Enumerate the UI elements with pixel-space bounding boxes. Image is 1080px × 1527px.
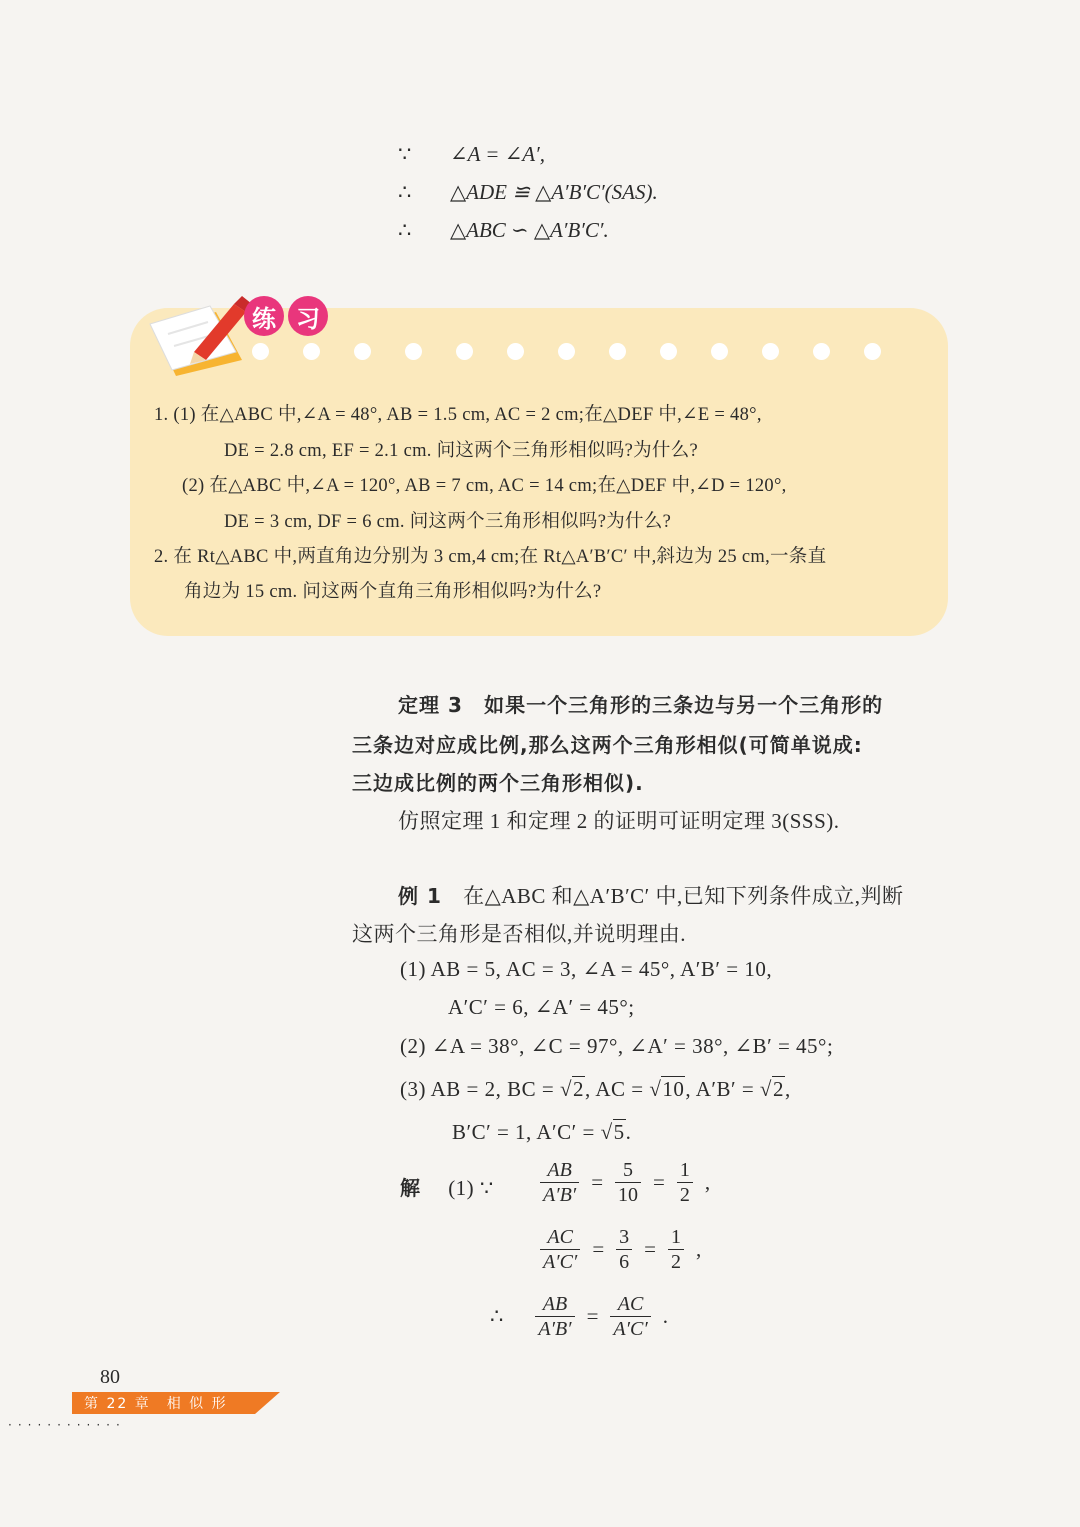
condition-text: , A′B′ = xyxy=(685,1077,760,1101)
punctuation: , xyxy=(704,1170,711,1194)
proof-text: △ABC ∽ △A′B′C′. xyxy=(450,218,609,242)
condition-1-line-2: A′C′ = 6, ∠A′ = 45°; xyxy=(448,995,635,1019)
proof-text: △ADE ≌ △A′B′C′(SAS). xyxy=(450,180,658,204)
sqrt-value: 2 xyxy=(572,1077,584,1101)
denominator: A′C′ xyxy=(610,1316,650,1341)
equals-sign: = xyxy=(591,1170,604,1194)
condition-3-line-2: B′C′ = 1, A′C′ = √5. xyxy=(452,1120,632,1144)
numerator: 5 xyxy=(623,1159,634,1181)
condition-text: B′C′ = 1, A′C′ = xyxy=(452,1120,601,1144)
sqrt-value: 10 xyxy=(662,1077,685,1101)
denominator: A′C′ xyxy=(540,1249,580,1274)
solution-label: 解 xyxy=(400,1176,421,1200)
fraction xyxy=(677,1158,693,1207)
denominator: 6 xyxy=(616,1249,632,1274)
example-text: 在△ABC 和△A′B′C′ 中,已知下列条件成立,判断 xyxy=(463,884,904,908)
practice-title-char: 习 xyxy=(296,304,320,333)
example-line-1 xyxy=(398,880,904,910)
dots-row xyxy=(252,343,892,361)
practice-title-char: 练 xyxy=(252,304,276,333)
question-1-2-line-2: DE = 3 cm, DF = 6 cm. 问这两个三角形相似吗?为什么? xyxy=(224,512,672,532)
ratio-row-3 xyxy=(490,1292,668,1341)
fraction xyxy=(535,1292,574,1341)
denominator: 2 xyxy=(677,1182,693,1207)
therefore-symbol: ∴ xyxy=(398,180,412,204)
condition-3-line-1: (3) AB = 2, BC = √2, AC = √10, A′B′ = √2, xyxy=(400,1077,791,1101)
fraction xyxy=(540,1158,579,1207)
title-badge-2 xyxy=(288,296,328,336)
fraction xyxy=(616,1225,632,1274)
numerator: AB xyxy=(547,1159,572,1181)
equals-sign: = xyxy=(653,1170,665,1194)
chapter-title: 第 22 章 相 似 形 xyxy=(84,1396,228,1412)
condition-text: (3) AB = 2, BC = xyxy=(400,1077,560,1101)
denominator: 2 xyxy=(668,1249,684,1274)
title-badge-1 xyxy=(244,296,284,336)
equals-sign: = xyxy=(644,1237,656,1261)
fraction xyxy=(610,1292,650,1341)
equals-sign: = xyxy=(586,1304,599,1328)
question-1-2-line-1: (2) 在△ABC 中,∠A = 120°, AB = 7 cm, AC = 14 cm;在△DEF 中,∠D = 120°, xyxy=(182,476,787,496)
condition-1-line-1: (1) AB = 5, AC = 3, ∠A = 45°, A′B′ = 10, xyxy=(400,957,773,981)
sqrt-value: 2 xyxy=(772,1077,784,1101)
fraction xyxy=(615,1158,641,1207)
therefore-symbol: ∴ xyxy=(398,218,412,242)
question-2-line-1: 2. 在 Rt△ABC 中,两直角边分别为 3 cm,4 cm;在 Rt△A′B′C′ 中,斜边为 25 cm,一条直 xyxy=(154,547,827,567)
theorem-note: 仿照定理 1 和定理 2 的证明可证明定理 3(SSS). xyxy=(398,809,840,833)
ratio-row-1 xyxy=(540,1158,710,1207)
condition-2: (2) ∠A = 38°, ∠C = 97°, ∠A′ = 38°, ∠B′ = 45°; xyxy=(400,1034,834,1058)
question-1-1-line-2: DE = 2.8 cm, EF = 2.1 cm. 问这两个三角形相似吗?为什么? xyxy=(224,441,699,461)
fraction xyxy=(540,1225,580,1274)
pencil-paper-icon xyxy=(146,290,256,380)
solution-label-row xyxy=(400,1172,494,1201)
punctuation: . xyxy=(662,1304,668,1328)
proof-text: ∠A = ∠A′, xyxy=(450,142,545,166)
theorem-line-1 xyxy=(398,689,883,718)
theorem-line-3: 三边成比例的两个三角形相似). xyxy=(352,771,644,795)
numerator: 1 xyxy=(679,1159,690,1181)
theorem-line-2: 三条边对应成比例,那么这两个三角形相似(可简单说成: xyxy=(352,733,863,757)
because-symbol: ∵ xyxy=(398,142,412,166)
proof-line-1 xyxy=(398,142,545,167)
fraction xyxy=(668,1225,684,1274)
example-line-2: 这两个三角形是否相似,并说明理由. xyxy=(352,922,686,946)
theorem-label: 定理 3 xyxy=(398,693,463,717)
condition-text: , xyxy=(784,1077,791,1101)
numerator: AC xyxy=(547,1226,573,1248)
punctuation: , xyxy=(696,1237,702,1261)
numerator: 3 xyxy=(619,1226,630,1248)
proof-line-3 xyxy=(398,218,609,243)
ratio-row-2 xyxy=(540,1225,701,1274)
condition-text: . xyxy=(625,1120,632,1144)
equals-sign: = xyxy=(592,1237,605,1261)
footer-dots: ············ xyxy=(8,1418,126,1432)
example-label: 例 1 xyxy=(398,884,442,908)
sqrt-value: 5 xyxy=(613,1120,625,1144)
question-2-line-2: 角边为 15 cm. 问这两个直角三角形相似吗?为什么? xyxy=(184,582,602,602)
condition-text: , AC = xyxy=(584,1077,650,1101)
numerator: 1 xyxy=(671,1226,681,1248)
numerator: AB xyxy=(542,1293,568,1315)
denominator: 10 xyxy=(615,1182,641,1207)
numerator: AC xyxy=(617,1293,644,1315)
question-1-1-line-1: 1. (1) 在△ABC 中,∠A = 48°, AB = 1.5 cm, AC = 2 cm;在△DEF 中,∠E = 48°, xyxy=(154,405,762,425)
proof-line-2 xyxy=(398,180,658,205)
denominator: A′B′ xyxy=(540,1182,579,1207)
denominator: A′B′ xyxy=(535,1316,574,1341)
theorem-text: 如果一个三角形的三条边与另一个三角形的 xyxy=(484,693,884,717)
page-number: 80 xyxy=(100,1366,120,1388)
solution-part: (1) ∵ xyxy=(448,1176,494,1200)
therefore-symbol: ∴ xyxy=(490,1304,504,1328)
